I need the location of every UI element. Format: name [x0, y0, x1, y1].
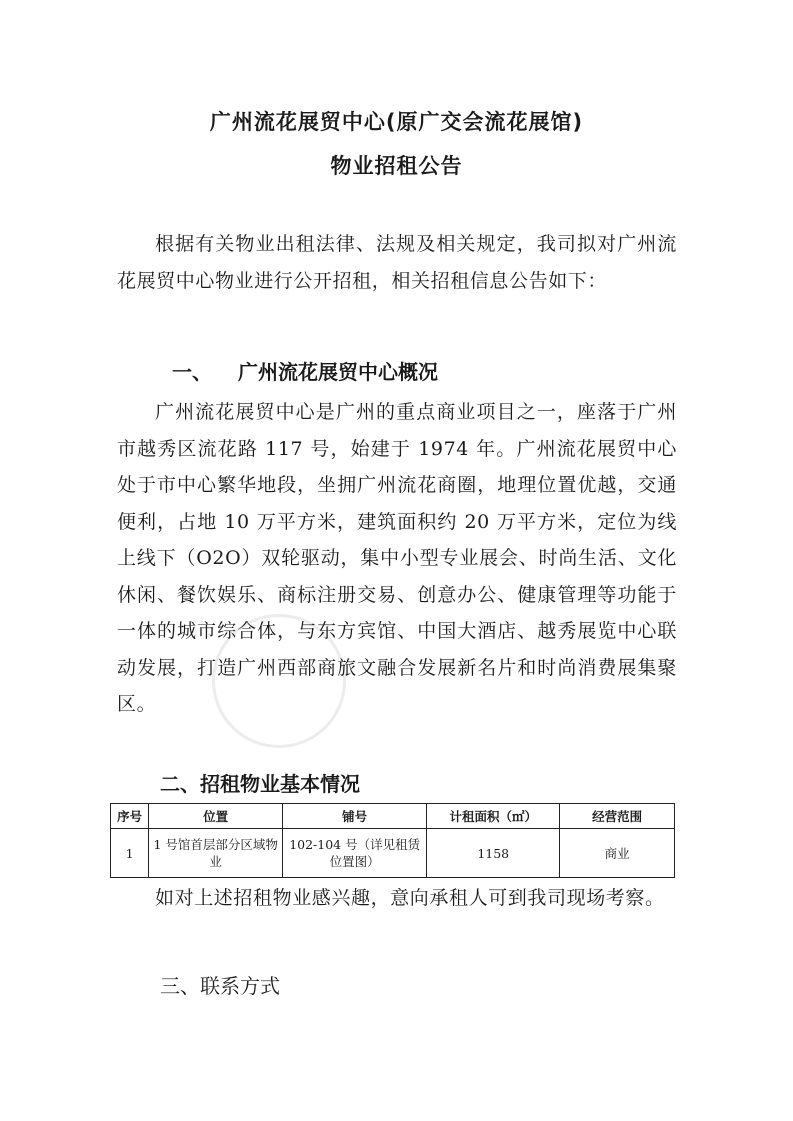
table-header: 序号: [111, 804, 149, 829]
table-header: 位置: [149, 804, 283, 829]
page-subtitle: 物业招租公告: [330, 154, 463, 178]
table-header: 铺号: [283, 804, 427, 829]
section-title: 广州流花展贸中心概况: [238, 360, 438, 384]
section-number: 一、: [172, 360, 212, 384]
table-cell-unit: [283, 829, 427, 878]
table-header-row: [111, 804, 675, 829]
section-heading-property: 二、招租物业基本情况: [160, 772, 360, 796]
table-cell-scope: 商业: [560, 829, 675, 878]
table-cell-area: 1158: [427, 829, 560, 878]
interest-paragraph: 如对上述招租物业感兴趣，意向承租人可到我司现场考察。: [155, 887, 665, 909]
table-cell-location: [149, 829, 283, 878]
location-text: 1 号馆首层部分区域物业: [153, 837, 278, 869]
section-heading-overview: [172, 356, 438, 385]
table-cell-index: 1: [111, 829, 149, 878]
unit-text: 102-104 号（详见租赁位置图）: [289, 837, 421, 869]
table-header: 计租面积（㎡）: [427, 804, 560, 829]
intro-paragraph: 根据有关物业出租法律、法规及相关规定，我司拟对广州流花展贸中心物业进行公开招租，相关招租信息公告如下：: [117, 233, 677, 292]
table-header: 经营范围: [560, 804, 675, 829]
page-title: 广州流花展贸中心(原广交会流花展馆): [209, 110, 584, 134]
table-row: [111, 829, 675, 878]
section-heading-contact: 三、联系方式: [160, 974, 280, 998]
overview-paragraph: 广州流花展贸中心是广州的重点商业项目之一，座落于广州市越秀区流花路 117 号，始建于 1974 年。广州流花展贸中心处于市中心繁华地段，坐拥广州流花商圈，地理位置优越，交通便利，占地 10 万平方米，建筑面积约 20 万平方米，定位为线上线下（O2O）双轮驱动，集中小型专业展会、时尚生活、文化休闲、餐饮娱乐、商标注册交易、创意办公、健康管理等功能于一体的城市综合体，与东方宾馆、中国大酒店、越秀展览中心联动发展，打造广州西部商旅文融合发展新名片和时尚消费展集聚区。: [117, 401, 677, 715]
property-table: [110, 803, 675, 878]
